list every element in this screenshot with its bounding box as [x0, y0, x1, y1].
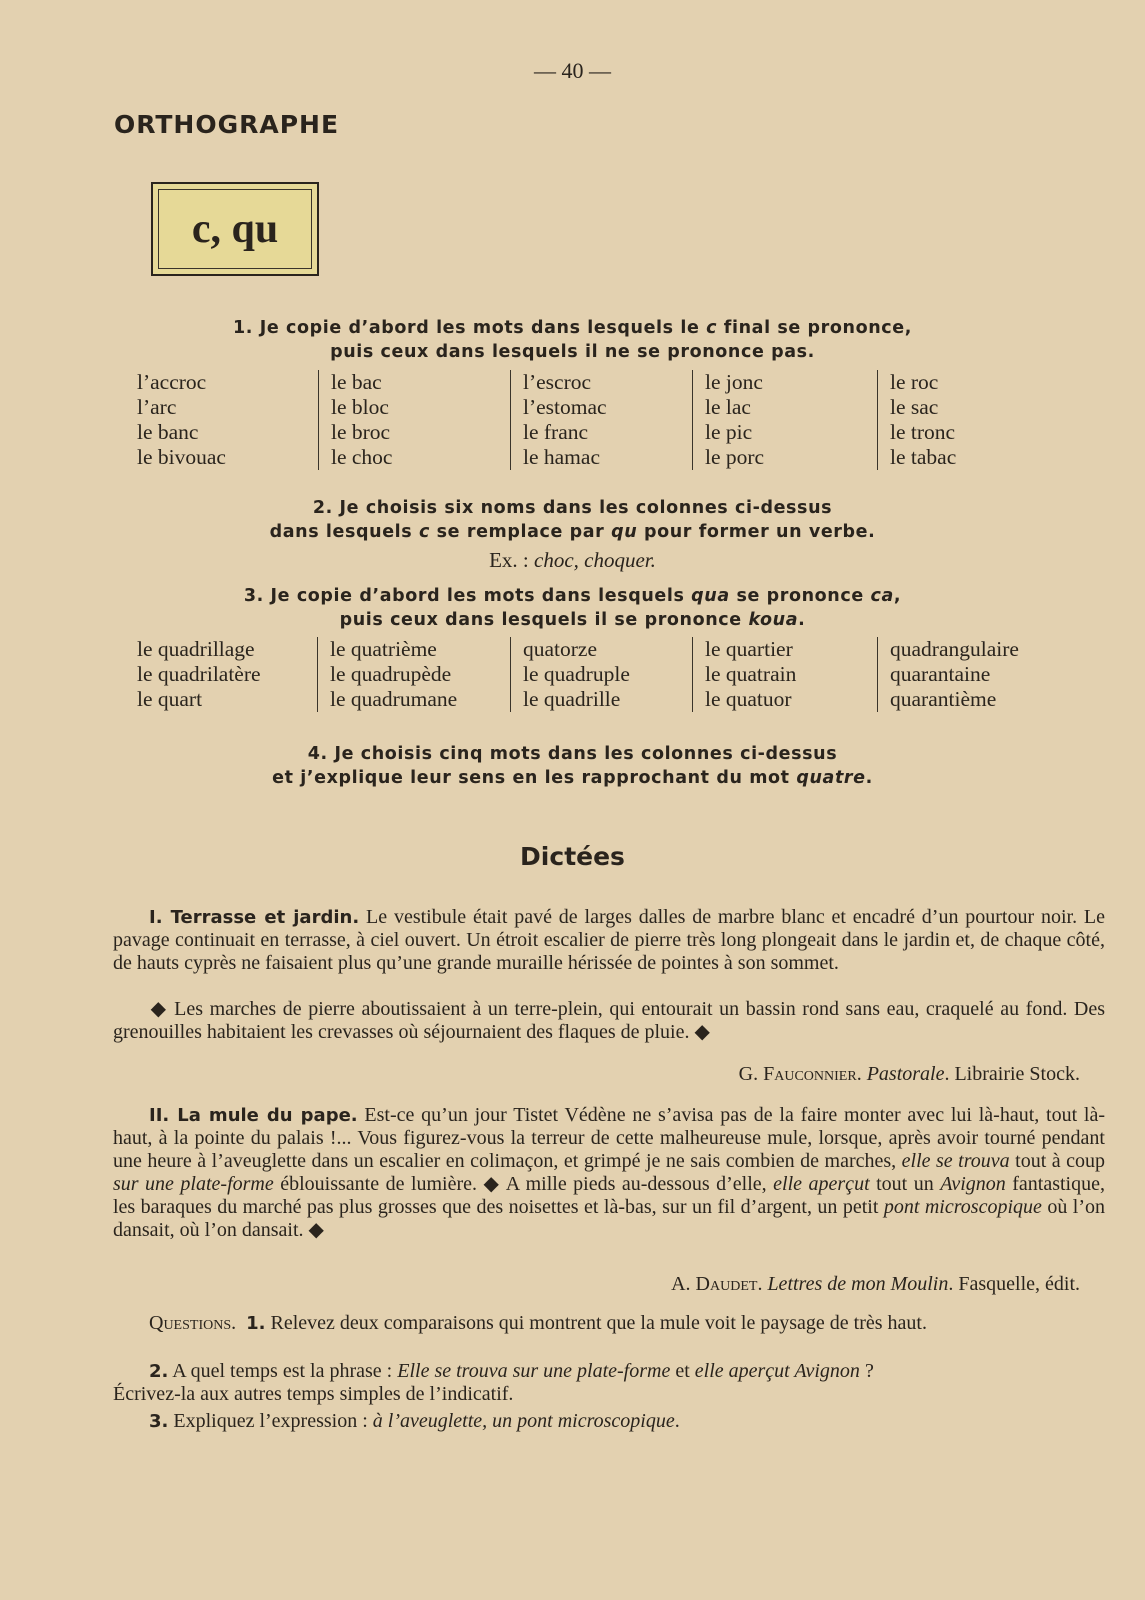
word: le quart — [137, 687, 203, 711]
dictee-2-text: tout un — [869, 1173, 941, 1195]
dictee-2-text: tout à coup — [1009, 1150, 1105, 1172]
ex2-line2-b: se remplace par — [429, 522, 612, 542]
ex2-line2-a: dans lesquels — [269, 522, 419, 542]
dictee-1-paragraph-2 — [113, 998, 1105, 1044]
word: l’accroc — [137, 370, 207, 394]
word: le hamac — [523, 445, 600, 469]
word: le roc — [890, 370, 939, 394]
word: le tronc — [890, 420, 956, 444]
publisher: Librairie Stock. — [954, 1063, 1080, 1085]
word: le choc — [331, 445, 393, 469]
question-1 — [113, 1312, 1105, 1335]
question-3 — [113, 1410, 1105, 1433]
question-number: 1. — [246, 1313, 266, 1334]
ex4-line2-b: . — [865, 768, 873, 788]
question-italic: Elle se trouva sur une plate-forme — [397, 1360, 671, 1382]
dictee-2-text: éblouissante de lumière. ◆ A mille pieds au-dessous d’elle, — [273, 1173, 774, 1195]
exercise-4-instruction — [0, 742, 1145, 790]
word: le franc — [523, 420, 589, 444]
word: le porc — [705, 445, 765, 469]
word: le tabac — [890, 445, 957, 469]
ex4-line1: 4. Je choisis cinq mots dans les colonnes ci-dessus — [307, 744, 838, 764]
dictee-2-italic: Avignon — [940, 1173, 1006, 1195]
word: le quadrille — [523, 687, 621, 711]
word: quarantième — [890, 687, 997, 711]
lesson-box — [151, 182, 319, 276]
ex1-column-2 — [318, 370, 392, 470]
ex3-column-1 — [137, 637, 261, 712]
ex2-line1: 2. Je choisis six noms dans les colonnes ci-dessus — [312, 498, 833, 518]
dictee-1-title: I. Terrasse et jardin. — [149, 907, 360, 928]
ex2-example — [0, 548, 1145, 573]
dictee-1-paragraph-1 — [113, 906, 1105, 975]
dictee-2-text: où l’on dansait, où l’on dansait. ◆ — [113, 1196, 1106, 1241]
question-text: Relevez deux comparaisons qui montrent que la mule voit le paysage de très haut. — [270, 1312, 927, 1334]
word: le quatrième — [330, 637, 437, 661]
word: le quatuor — [705, 687, 792, 711]
dictee-2-title: II. La mule du pape. — [149, 1105, 358, 1126]
ex1-column-5 — [877, 370, 956, 470]
author-initial: A. — [671, 1273, 696, 1295]
question-text: ? — [859, 1360, 874, 1382]
question-number: 2. — [149, 1361, 169, 1382]
ex3-line1-em2: ca — [870, 586, 894, 606]
ex3-line2-em: koua — [748, 610, 799, 630]
ex4-line2-em: quatre — [796, 768, 866, 788]
ex4-line2-a: et j’explique leur sens en les rapprochant du mot — [272, 768, 797, 788]
word: quatorze — [523, 637, 598, 661]
word: le bivouac — [137, 445, 226, 469]
dictee-1-text-1: Le vestibule était pavé de larges dalles de marbre blanc et encadré d’un pourtour noir. Le pavage continuait en terrasse, à ciel ouvert. Un étroit escalier de pierre très long plongeait dans le jardin et, de chaque côté, de hauts cyprès ne faisaient plus qu’une grande muraille hérissée de pointes à son sommet. — [113, 906, 1106, 974]
dictee-2-italic: elle se trouva — [901, 1150, 1010, 1172]
example-text: choc, choquer. — [534, 548, 656, 572]
word: le quadrupède — [330, 662, 452, 686]
example-label: Ex. : — [489, 548, 535, 572]
ex3-line2-a: puis ceux dans lesquels il se prononce — [339, 610, 749, 630]
word: le bloc — [331, 395, 389, 419]
ex3-column-5 — [877, 637, 1019, 712]
dictee-2-paragraph — [113, 1104, 1105, 1242]
author-name: Fauconnier — [763, 1063, 857, 1085]
dictees-title: Dictées — [520, 842, 625, 871]
word: le banc — [137, 420, 199, 444]
dictee-2-citation: A. Daudet. Lettres de mon Moulin. Fasquelle, édit. — [671, 1273, 1080, 1295]
author-name: Daudet — [695, 1273, 758, 1295]
word: le pic — [705, 420, 753, 444]
word: le quadrumane — [330, 687, 458, 711]
dictee-2-italic: sur une plate-forme — [113, 1173, 274, 1195]
question-text: Écrivez-la aux autres temps simples de l’indicatif. — [113, 1383, 514, 1405]
word: le jonc — [705, 370, 763, 394]
word: l’arc — [137, 395, 177, 419]
exercise-3-instruction — [0, 584, 1145, 632]
ex3-line2-b: . — [798, 610, 806, 630]
word: le quadrillage — [137, 637, 255, 661]
ex3-column-3 — [510, 637, 630, 712]
ex3-line1-a: 3. Je copie d’abord les mots dans lesquels — [243, 586, 692, 606]
dictee-2-text: Est-ce qu’un jour Tistet Védène ne s’avisa pas de la faire monter avec lui là-haut, tout là-haut, à la pointe du palais !... Vous figurez-vous la terreur de cette malheureuse mule, lorsque, après avoir tourné pendant une heure à l’aveuglette dans un escalier en colimaçon, et grimpé je ne sais combien de marches, — [113, 1104, 1106, 1172]
ex2-line2-em1: c — [418, 522, 430, 542]
word: quarantaine — [890, 662, 991, 686]
ex1-line2: puis ceux dans lesquels il ne se prononce pas. — [330, 342, 815, 362]
publisher: Fasquelle, édit. — [958, 1273, 1080, 1295]
dictee-2-italic: pont microscopique — [883, 1196, 1042, 1218]
word: le quadrilatère — [137, 662, 261, 686]
ex3-column-2 — [317, 637, 457, 712]
word: le quatrain — [705, 662, 797, 686]
ex3-line1-c: , — [893, 586, 902, 606]
questions-label: Questions. — [149, 1312, 237, 1334]
word: l’escroc — [523, 370, 592, 394]
question-italic: elle aperçut Avignon — [694, 1360, 860, 1382]
ex3-column-4 — [692, 637, 796, 712]
question-number: 3. — [149, 1411, 169, 1432]
dictee-2-text: fantastique, les baraques du marché pas plus grosses que des noisettes et là-bas, sur un fil d’argent, un petit — [113, 1173, 1105, 1218]
ex2-line2-em2: qu — [611, 522, 638, 542]
exercise-1-instruction — [0, 316, 1145, 364]
ex2-line2-c: pour former un verbe. — [637, 522, 876, 542]
ex3-line1-em1: qua — [691, 586, 730, 606]
ex1-line1-end: final se prononce, — [717, 318, 912, 338]
word: le lac — [705, 395, 751, 419]
ex3-line1-b: se prononce — [729, 586, 871, 606]
question-italic: à l’aveuglette, un pont microscopique — [372, 1410, 675, 1432]
word: quadrangulaire — [890, 637, 1019, 661]
question-2 — [113, 1360, 1105, 1406]
page-number: — 40 — — [534, 58, 611, 83]
exercise-2-instruction — [0, 496, 1145, 544]
word: l’estomac — [523, 395, 607, 419]
ex1-column-1 — [137, 370, 226, 470]
ex1-line1-em: c — [706, 318, 718, 338]
ex1-column-3 — [510, 370, 607, 470]
word: le quartier — [705, 637, 793, 661]
question-text: . — [674, 1410, 680, 1432]
lesson-label: c, qu — [191, 206, 279, 252]
section-title: ORTHOGRAPHE — [114, 110, 340, 139]
question-text: A quel temps est la phrase : — [172, 1360, 398, 1382]
word: le bac — [331, 370, 382, 394]
question-text: et — [670, 1360, 695, 1382]
word: le sac — [890, 395, 939, 419]
word: le broc — [331, 420, 391, 444]
work-title: Lettres de mon Moulin — [767, 1273, 949, 1295]
question-text: Expliquez l’expression : — [173, 1410, 373, 1432]
work-title: Pastorale — [866, 1063, 945, 1085]
dictee-2-italic: elle aperçut — [773, 1173, 870, 1195]
author-initial: G. — [738, 1063, 764, 1085]
word: le quadruple — [523, 662, 630, 686]
ex1-line1-a: 1. Je copie d’abord les mots dans lesquels le — [233, 318, 707, 338]
dictee-1-citation: G. Fauconnier. Pastorale. Librairie Stock. — [738, 1063, 1080, 1085]
ex1-column-4 — [692, 370, 764, 470]
dictee-1-text-2: ◆ Les marches de pierre aboutissaient à un terre-plein, qui entourait un bassin rond sans eau, craquelé au fond. Des grenouilles habitaient les crevasses où séjournaient des flaques de pluie. ◆ — [113, 998, 1105, 1043]
